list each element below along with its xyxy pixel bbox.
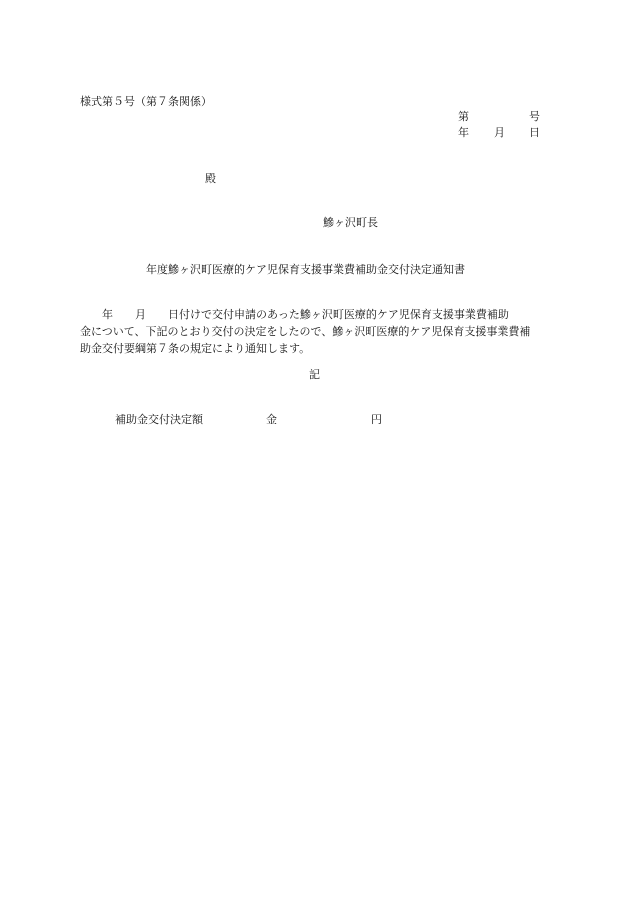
form-label: 様式第５号（第７条関係） [80,95,212,108]
addressee-honorific: 殿 [205,172,216,185]
body-paragraph [80,306,552,357]
document-number-prefix: 第 [458,110,469,123]
body-line: 助金交付要綱第７条の規定により通知します。 [80,342,311,355]
body-line: 金について、下記のとおり交付の決定をしたので、鰺ヶ沢町医療的ケア児保育支援事業費補 [80,325,531,338]
amount-label: 補助金交付決定額 [115,413,203,426]
document-number-suffix: 号 [529,110,540,123]
date-month-label: 月 [494,126,505,139]
document-title: 年度鰺ヶ沢町医療的ケア児保育支援事業費補助金交付決定通知書 [146,263,465,276]
date-day-label: 日 [529,126,540,139]
date-year-label: 年 [458,126,469,139]
amount-prefix: 金 [266,413,277,426]
amount-suffix: 円 [371,413,382,426]
body-line: 年 月 日付けで交付申請のあった鰺ヶ沢町医療的ケア児保育支援事業費補助 [80,308,509,321]
record-heading: 記 [309,368,320,381]
sender-name: 鰺ヶ沢町長 [323,216,378,229]
